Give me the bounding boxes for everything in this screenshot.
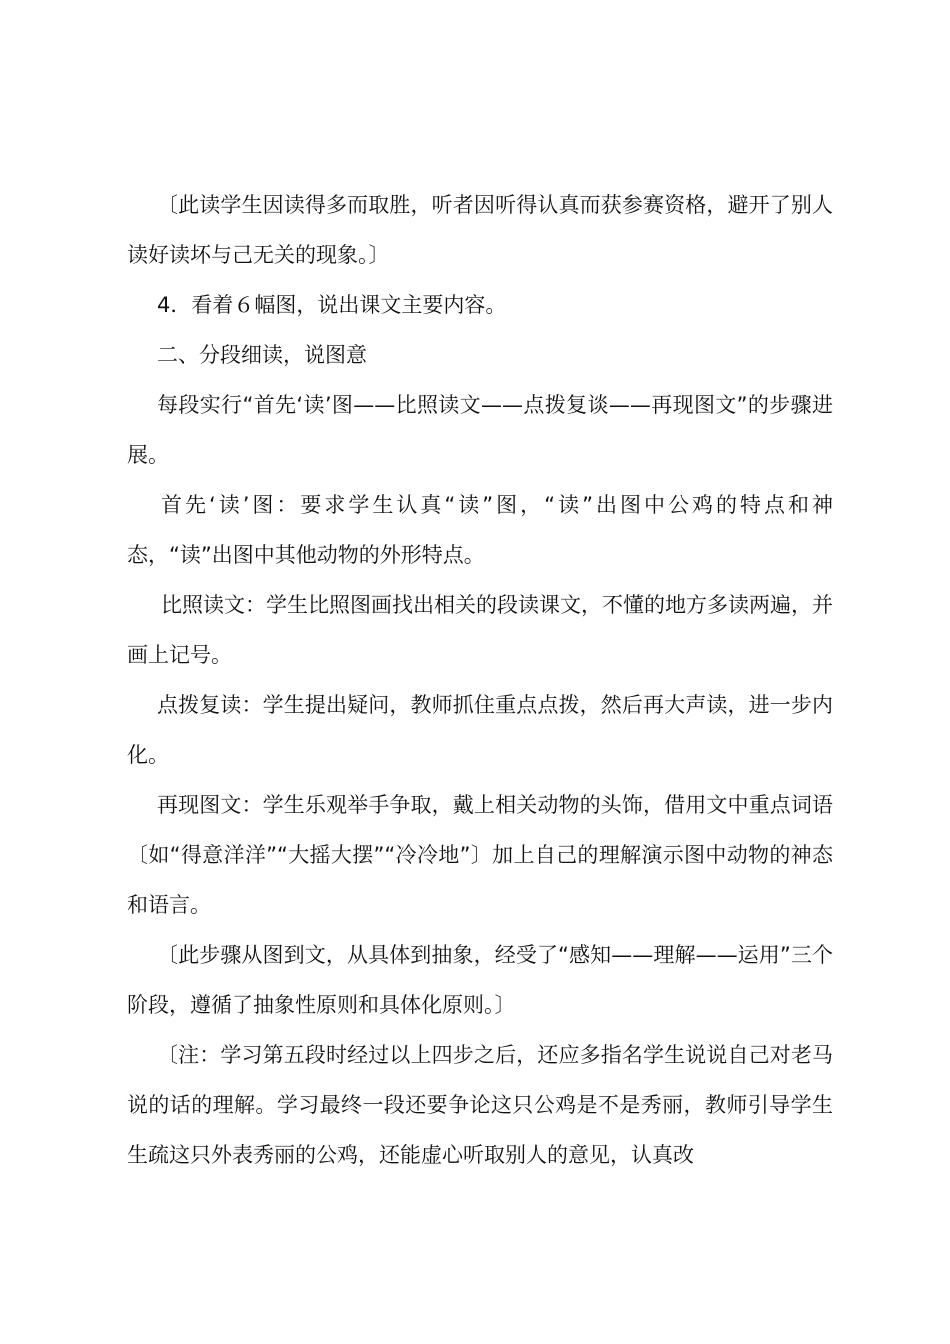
- paragraph-step-note: 〔此步骤从图到文，从具体到抽象，经受了“感知——理解——运用”三个阶段，遵循了抽象性原则和具体化原则。〕: [127, 943, 833, 1017]
- section-heading-2: 二、分段细读，说图意: [157, 343, 367, 367]
- paragraph-guided-reading: 点拨复读：学生提出疑问，教师抓住重点点拨，然后再大声读，进一步内化。: [127, 693, 833, 767]
- document-page: [127, 180, 833, 1180]
- paragraph-compare-text: 比照读文：学生比照图画找出相关的段读课文，不懂的地方多读两遍，并画上记号。: [127, 593, 833, 667]
- paragraph-reenact: 再现图文：学生乐观举手争取，戴上相关动物的头饰，借用文中重点词语〔如“得意洋洋”“大摇大摆”“冷冷地”〕加上自己的理解演示图中动物的神态和语言。: [127, 793, 833, 917]
- paragraph-read-picture: 首先‘读’图：要求学生认真“读”图，“读”出图中公鸡的特点和神态，“读”出图中其他动物的外形特点。: [127, 493, 833, 567]
- paragraph-procedure: 每段实行“首先‘读’图——比照读文——点拨复谈——再现图文”的步骤进展。: [127, 393, 833, 467]
- paragraph-annotation: 〔注：学习第五段时经过以上四步之后，还应多指名学生说说自己对老马说的话的理解。学习最终一段还要争论这只公鸡是不是秀丽，教师引导学生生疏这只外表秀丽的公鸡，还能虚心听取别人的意见，认真改: [127, 1043, 833, 1167]
- paragraph-competition-note: 〔此读学生因读得多而取胜，听者因听得认真而获参赛资格，避开了别人读好读坏与己无关的现象。〕: [127, 193, 833, 267]
- paragraph-step-4: 4．看着６幅图，说出课文主要内容。: [157, 293, 507, 317]
